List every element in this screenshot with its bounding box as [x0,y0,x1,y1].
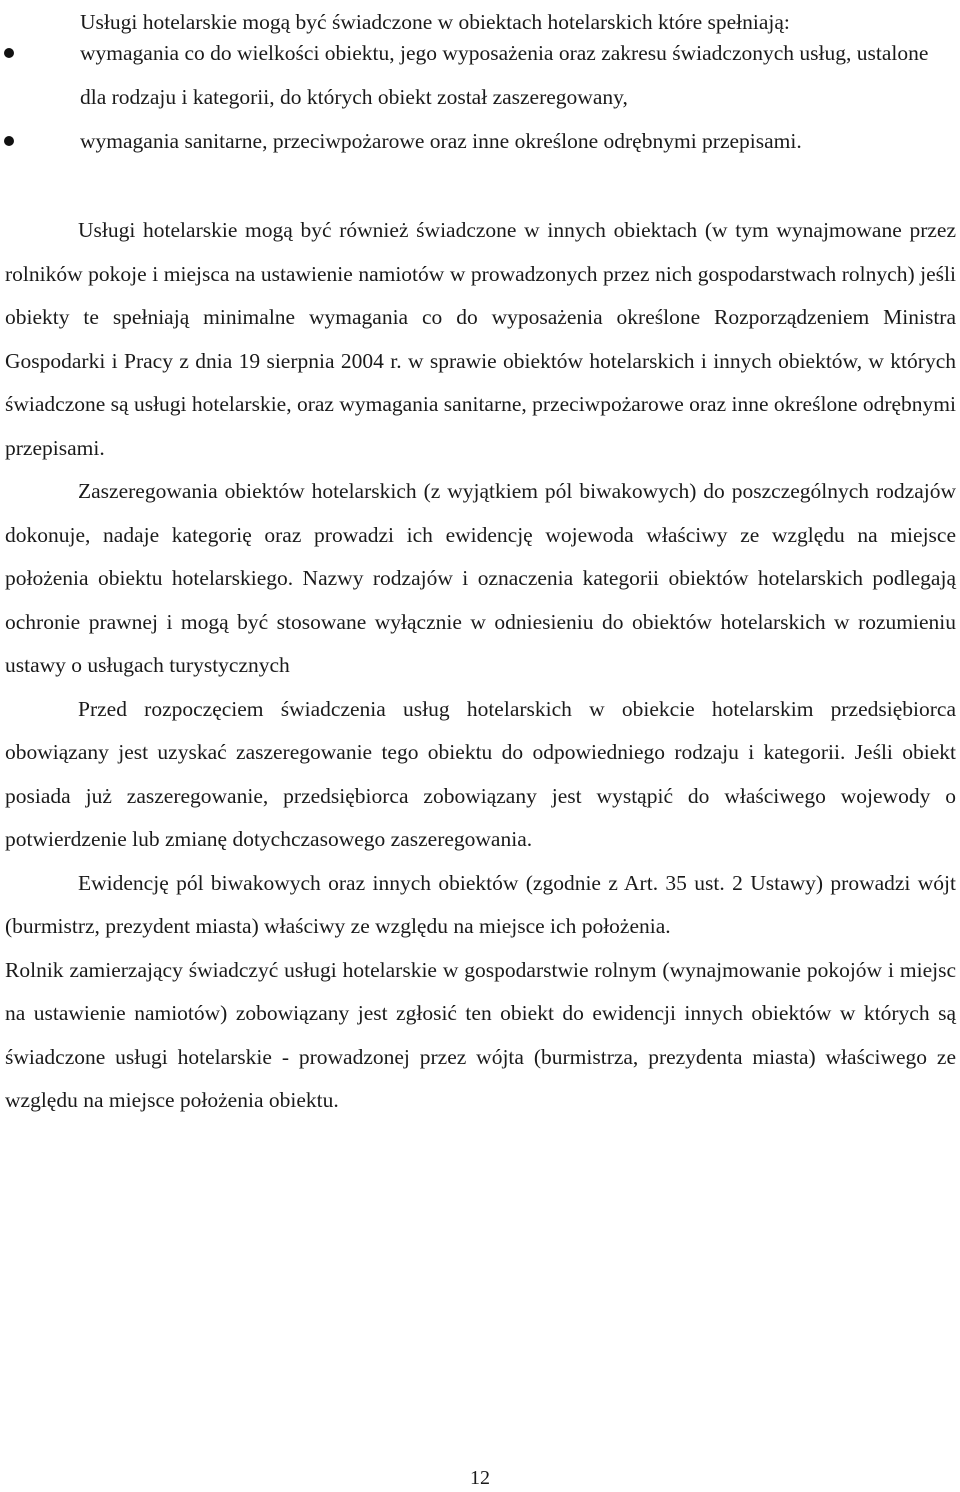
paragraph: Ewidencję pól biwakowych oraz innych obiektów (zgodnie z Art. 35 ust. 2 Ustawy) prowadzi wójt (burmistrz, prezydent miasta) właściwy ze względu na miejsce ich położenia. [5,870,956,938]
bullet-icon [4,136,14,146]
paragraph: Usługi hotelarskie mogą być również świadczone w innych obiektach (w tym wynajmowane przez rolników pokoje i miejsca na ustawienie namiotów w prowadzonych przez nich gospodarstwach rolnych) jeśli obiekty te spełniają minimalne wymagania co do wyposażenia określone Rozporządzeniem Ministra Gospodarki i Pracy z dnia 19 sierpnia 2004 r. w sprawie obiektów hotelarskich i innych obiektów, w których świadczone są usługi hotelarskie, oraz wymagania sanitarne, przeciwpożarowe oraz inne określone odrębnymi przepisami. [5,218,957,460]
list-item-text: wymagania co do wielkości obiektu, jego wyposażenia oraz zakresu świadczonych usług, ustalone dla rodzaju i kategorii, do których obiekt został zaszeregowany, [80,41,929,109]
paragraph: Rolnik zamierzający świadczyć usługi hotelarskie w gospodarstwie rolnym (wynajmowanie pokojów i miejsc na ustawienie namiotów) zobowiązany jest zgłosić ten obiekt do ewidencji innych obiektów w których są świadczone usługi hotelarskie - prowadzonej przez wójta (burmistrza, prezydenta miasta) właściwego ze względu na miejsce położenia obiektu. [5,957,956,1112]
list-item [0,119,956,163]
list-item [0,31,956,119]
body-text [5,209,956,1123]
requirements-list [0,31,956,163]
paragraph: Przed rozpoczęciem świadczenia usług hotelarskich w obiekcie hotelarskim przedsiębiorca obowiązany jest uzyskać zaszeregowanie tego obiektu do odpowiedniego rodzaju i kategorii. Jeśli obiekt posiada już zaszeregowanie, przedsiębiorca zobowiązany jest wystąpić do właściwego wojewody o potwierdzenie lub zmianę dotychczasowego zaszeregowania. [5,696,956,851]
list-item-text: wymagania sanitarne, przeciwpożarowe oraz inne określone odrębnymi przepisami. [80,129,802,153]
intro-line: Usługi hotelarskie mogą być świadczone w obiektach hotelarskich które spełniają: [80,10,790,34]
page-number: 12 [470,1467,490,1489]
paragraph: Zaszeregowania obiektów hotelarskich (z wyjątkiem pól biwakowych) do poszczególnych rodzajów dokonuje, nadaje kategorię oraz prowadzi ich ewidencję wojewoda właściwy ze względu na miejsce położenia obiektu hotelarskiego. Nazwy rodzajów i oznaczenia kategorii obiektów hotelarskich podlegają ochronie prawnej i mogą być stosowane wyłącznie w odniesieniu do obiektów hotelarskich w rozumieniu ustawy o usługach turystycznych [5,479,956,677]
bullet-icon [4,48,14,58]
